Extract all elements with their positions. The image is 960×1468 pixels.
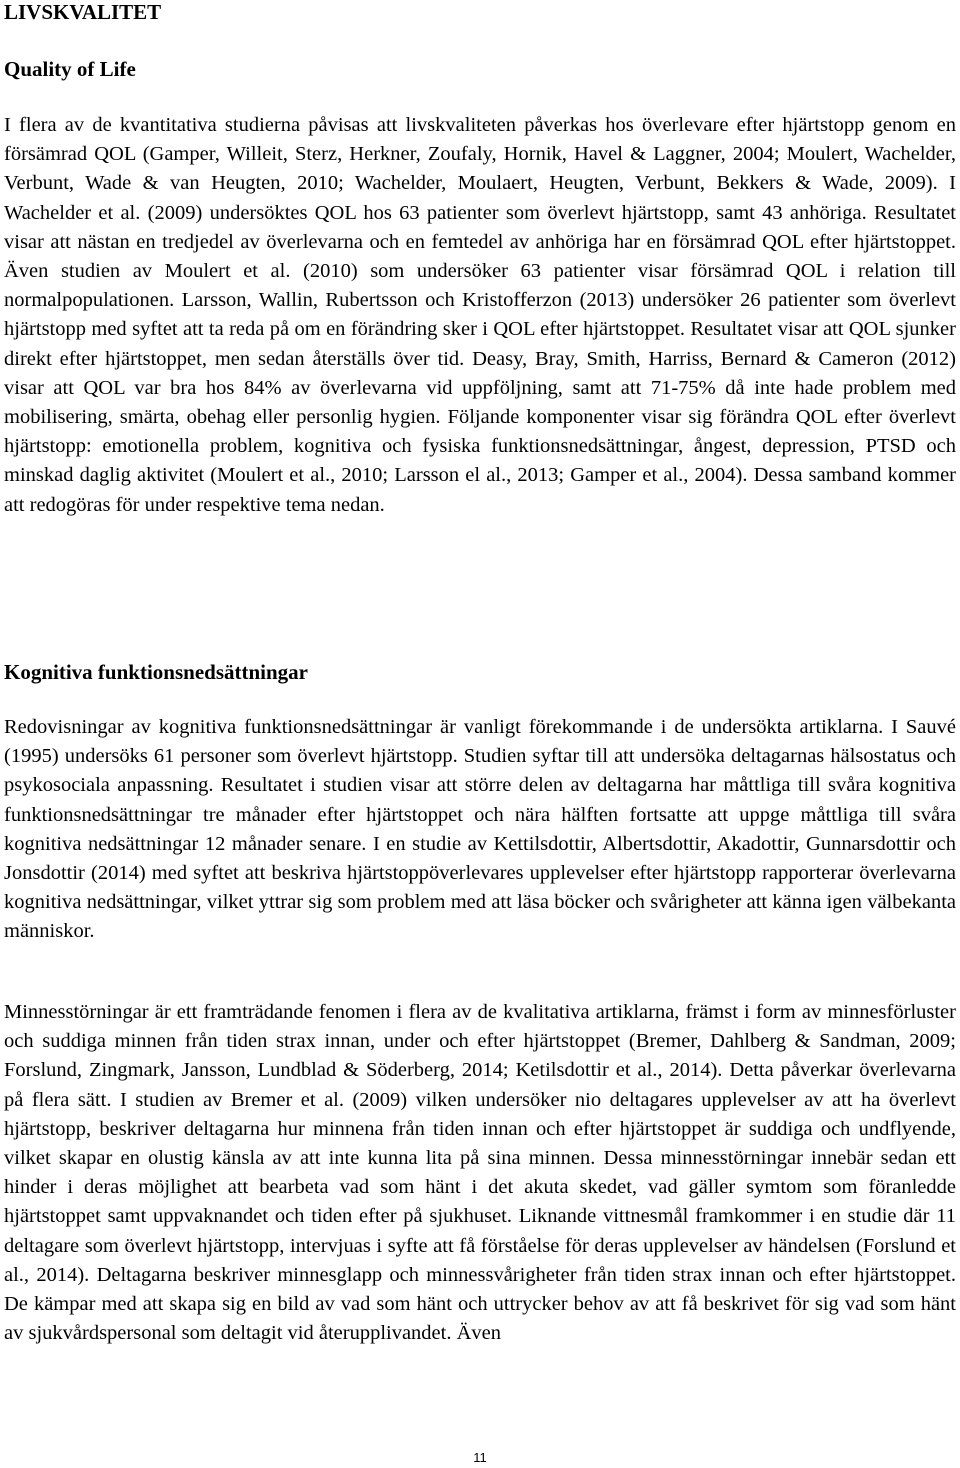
paragraph-memory-disturbances: Minnesstörningar är ett framträdande fenomen i flera av de kvalitativa artiklarna, främst i form av minnesförluster och suddiga minnen från tiden strax innan, under och efter hjärtstoppet (Bremer, Dahlberg & Sandman, 2009; Forslund, Zingmark, Jansson, Lundblad & Söderberg, 2014; Ketilsdottir et al., 2014). Detta påverkar överlevarna på flera sätt. I studien av Bremer et al. (2009) vilken undersöker nio deltagares upplevelser av att ha överlevt hjärtstopp, beskriver deltagarna hur minnena från tiden innan och efter hjärtstoppet är suddiga och undflyende, vilket skapar en olustig känsla av att inte kunna lita på sina minnen. Dessa minnesstörningar innebär sedan ett hinder i deras möjlighet att bearbeta vad som hänt i det akuta skedet, vad gäller symtom som föranledde hjärtstoppet samt uppvaknandet och tiden efter på sjukhuset. Liknande vittnesmål framkommer i en studie där 11 deltagare som överlevt hjärtstopp, intervjuas i syfte att få förståelse för deras upplevelser av händelsen (Forslund et al., 2014). Deltagarna beskriver minnesglapp och minnessvårigheter från tiden strax innan och efter hjärtstoppet. De kämpar med att skapa sig en bild av vad som hänt och uttrycker behov av att få beskrivet för sig vad som hänt av sjukvårdspersonal som deltagit vid återupplivandet. Även [4, 1001, 956, 1345]
paragraph-quality-of-life: I flera av de kvantitativa studierna påvisas att livskvaliteten påverkas hos överlevare efter hjärtstopp genom en försämrad QOL (Gamper, Willeit, Sterz, Herkner, Zoufaly, Hornik, Havel & Laggner, 2004; Moulert, Wachelder, Verbunt, Wade & van Heugten, 2010; Wachelder, Moulaert, Heugten, Verbunt, Bekkers & Wade, 2009). I Wachelder et al. (2009) undersöktes QOL hos 63 patienter som överlevt hjärtstopp, samt 43 anhöriga. Resultatet visar att nästan en tredjedel av överlevarna och en femtedel av anhöriga har en försämrad QOL efter hjärtstoppet. Även studien av Moulert et al. (2010) som undersöker 63 patienter visar försämrad QOL i relation till normalpopulationen. Larsson, Wallin, Rubertsson och Kristofferzon (2013) undersöker 26 patienter som överlevt hjärtstopp med syftet att ta reda på om en förändring sker i QOL efter hjärtstoppet. Resultatet visar att QOL sjunker direkt efter hjärtstoppet, men sedan återställs över tid. Deasy, Bray, Smith, Harriss, Bernard & Cameron (2012) visar att QOL var bra hos 84% av överlevarna vid uppföljning, samt att 71-75% då inte hade problem med mobilisering, smärta, obehag eller personlig hygien. Följande komponenter visar sig förändra QOL efter överlevt hjärtstopp: emotionella problem, kognitiva och fysiska funktionsnedsättningar, ångest, depression, PTSD och minskad daglig aktivitet (Moulert et al., 2010; Larsson el al., 2013; Gamper et al., 2004). Dessa samband kommer att redogöras för under respektive tema nedan. [4, 114, 956, 516]
page-number: 11 [473, 1450, 487, 1465]
section-heading-cognitive: Kognitiva funktionsnedsättningar [4, 660, 308, 684]
paragraph-cognitive-impairment: Redovisningar av kognitiva funktionsnedsättningar är vanligt förekommande i de undersökta artiklarna. I Sauvé (1995) undersöks 61 personer som överlevt hjärtstopp. Studien syftar till att undersöka deltagarnas hälsostatus och psykosociala anpassning. Resultatet i studien visar att större delen av deltagarna har måttliga till svåra kognitiva funktionsnedsättningar tre månader efter hjärtstoppet och nära hälften fortsatte att uppge måttliga till svåra kognitiva nedsättningar 12 månader senare. I en studie av Kettilsdottir, Albertsdottir, Akadottir, Gunnarsdottir och Jonsdottir (2014) med syftet att beskriva hjärtstoppöverlevares upplevelser efter hjärtstopp rapporterar överlevarna kognitiva nedsättningar, vilket yttrar sig som problem med att läsa böcker och svårigheter att känna igen välbekanta människor. [4, 716, 956, 943]
main-heading: LIVSKVALITET [4, 0, 162, 24]
subheading: Quality of Life [4, 57, 136, 81]
